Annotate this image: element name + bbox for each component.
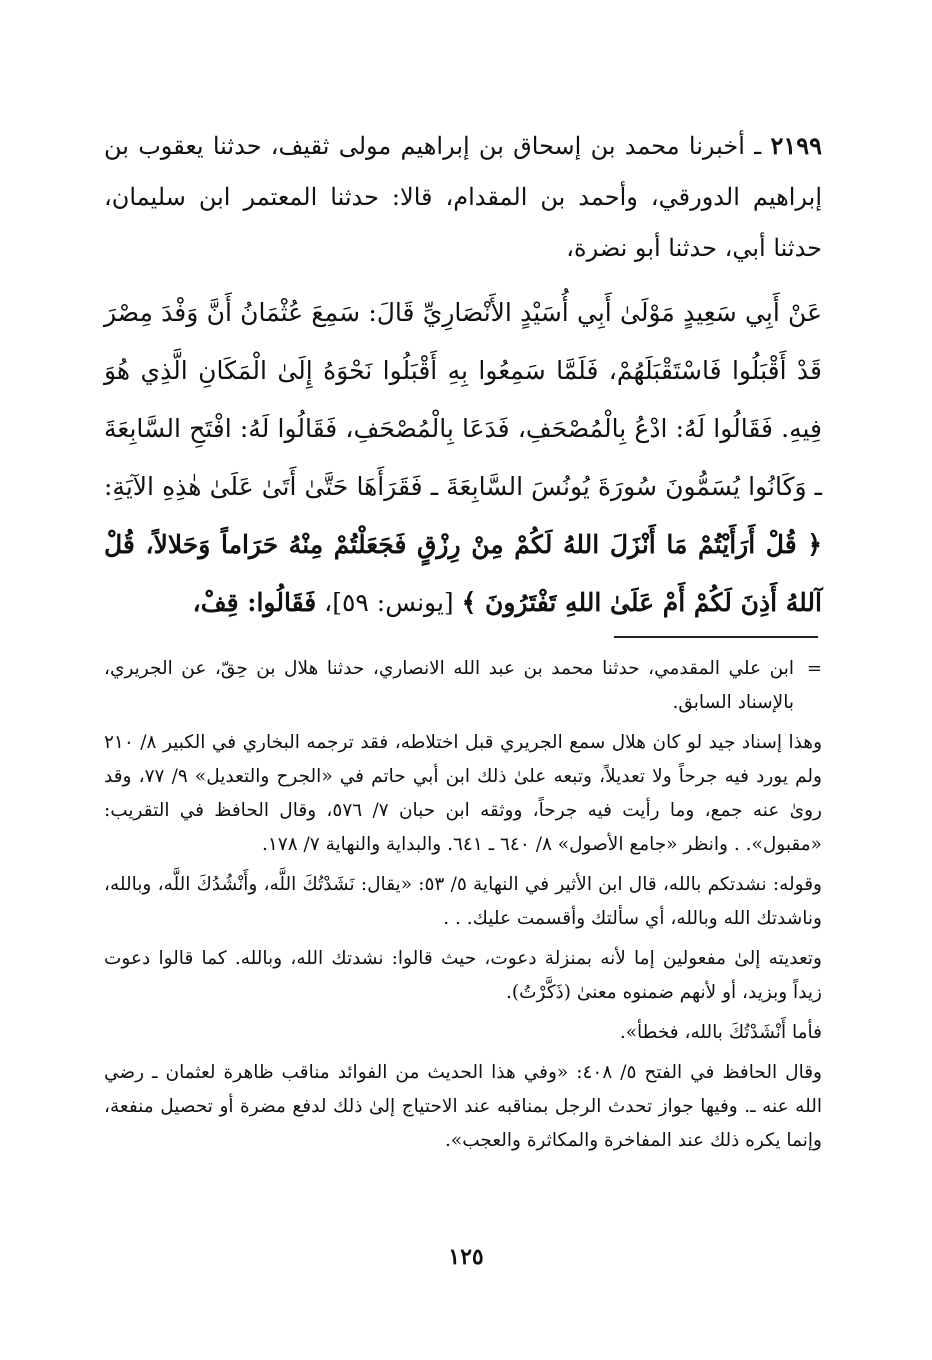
footnote-separator — [614, 636, 818, 638]
footnote-paragraph: وتعديته إلىٰ مفعولين إما لأنه بمنزلة دعوت، حيث قالوا: نشدتك الله، وبالله. كما قالوا دعوت زيداً وبزيد، أو لأنهم ضمنوه معنىٰ (ذَكَّرْتُ). — [104, 948, 822, 1003]
hadith-isnad: أخبرنا محمد بن إسحاق بن إبراهيم مولى ثقيف، حدثنا يعقوب بن إبراهيم الدورقي، وأحمد بن المقدام، قالا: حدثنا المعتمر ابن سليمان، حدثنا أبي، حدثنا أبو نضرة، — [104, 132, 822, 262]
quran-reference: [يونس: ٥٩]، — [324, 588, 454, 617]
hadith-body — [104, 120, 822, 632]
footnote-paragraph — [104, 652, 822, 720]
footnote-text: ابن علي المقدمي، حدثنا محمد بن عبد الله الانصاري، حدثنا هلال بن حِقّ، عن الجريري، بالإسناد السابق. — [104, 658, 794, 713]
footnote-paragraph: وقال الحافظ في الفتح ٥/ ٤٠٨: «وفي هذا الحديث من الفوائد مناقب ظاهرة لعثمان ـ رضي الله عنه ـ. وفيها جواز تحدث الرجل بمناقبه عند الاحتياج إلىٰ ذلك لدفع مضرة أو تحصيل منفعة، وإنما يكره ذلك عند المفاخرة والمكاثرة والعجب». — [104, 1062, 822, 1151]
footnote-paragraph: وقوله: نشدتكم بالله، قال ابن الأثير في النهاية ٥/ ٥٣: «يقال: نَشَدْتُكَ اللَّه، وأَنْشُدُكَ اللَّه، وبالله، وناشدتك الله وبالله، أي سألتك وأقسمت عليك. . . — [104, 874, 822, 929]
quran-verse: ﴿ قُلْ أَرَأَيْتُمْ مَا أَنْزَلَ اللهُ لَكُمْ مِنْ رِزْقٍ فَجَعَلْتُمْ مِنْهُ حَرَاماً وَحَلالاً، قُلْ آللهُ أَذِنَ لَكُمْ أَمْ عَلَىٰ اللهِ تَفْتَرُونَ ﴾ — [104, 530, 822, 617]
hadith-number: ٢١٩٩ — [770, 131, 822, 160]
page-number: ١٢٥ — [448, 1244, 484, 1270]
continuation-mark: = — [806, 658, 822, 679]
hadith-isnad-paragraph — [104, 120, 822, 274]
hadith-matn-paragraph — [104, 284, 822, 632]
hadith-matn-intro: عَنْ أَبِي سَعِيدٍ مَوْلَىٰ أَبِي أُسَيْدٍ الأَنْصَارِيِّ قَالَ: سَمِعَ عُثْمَانُ أَنَّ وَفْدَ مِصْرَ قَدْ أَقْبَلُوا فَاسْتَقْبَلَهُمْ، فَلَمَّا سَمِعُوا بِهِ أَقْبَلُوا نَحْوَهُ إِلَىٰ الْمَكَانِ الَّذِي هُوَ فِيهِ. فَقَالُوا لَهُ: ادْعُ بِالْمُصْحَفِ، فَدَعَا بِالْمُصْحَفِ، فَقَالُوا لَهُ: افْتَحِ السَّابِعَةَ ـ وَكَانُوا يُسَمُّونَ سُورَةَ يُونُسَ السَّابِعَةَ ـ فَقَرَأَهَا حَتَّىٰ أَتَىٰ عَلَىٰ هٰذِهِ الآيَةِ: — [104, 298, 822, 501]
footnotes — [104, 652, 822, 1164]
footnote-paragraph: وهذا إسناد جيد لو كان هلال سمع الجريري قبل اختلاطه، فقد ترجمه البخاري في الكبير ٨/ ٢١٠ ولم يورد فيه جرحاً ولا تعديلاً، وتبعه علىٰ ذلك ابن أبي حاتم في «الجرح والتعديل» ٩/ ٧٧، وقد روىٰ عنه جمع، وما رأيت فيه جرحاً، ووثقه ابن حبان ٧/ ٥٧٦، وقال الحافظ في التقريب: «مقبول». . وانظر «جامع الأصول» ٨/ ٦٤٠ ـ ٦٤١. والبداية والنهاية ٧/ ١٧٨. — [104, 732, 822, 855]
footnote-paragraph: فأما أَنْشَدْتُكَ بالله، فخطأ». — [619, 1022, 822, 1043]
hadith-matn-tail: فَقَالُوا: قِفْ، — [192, 588, 317, 617]
hadith-number-dash: ـ — [744, 132, 771, 160]
